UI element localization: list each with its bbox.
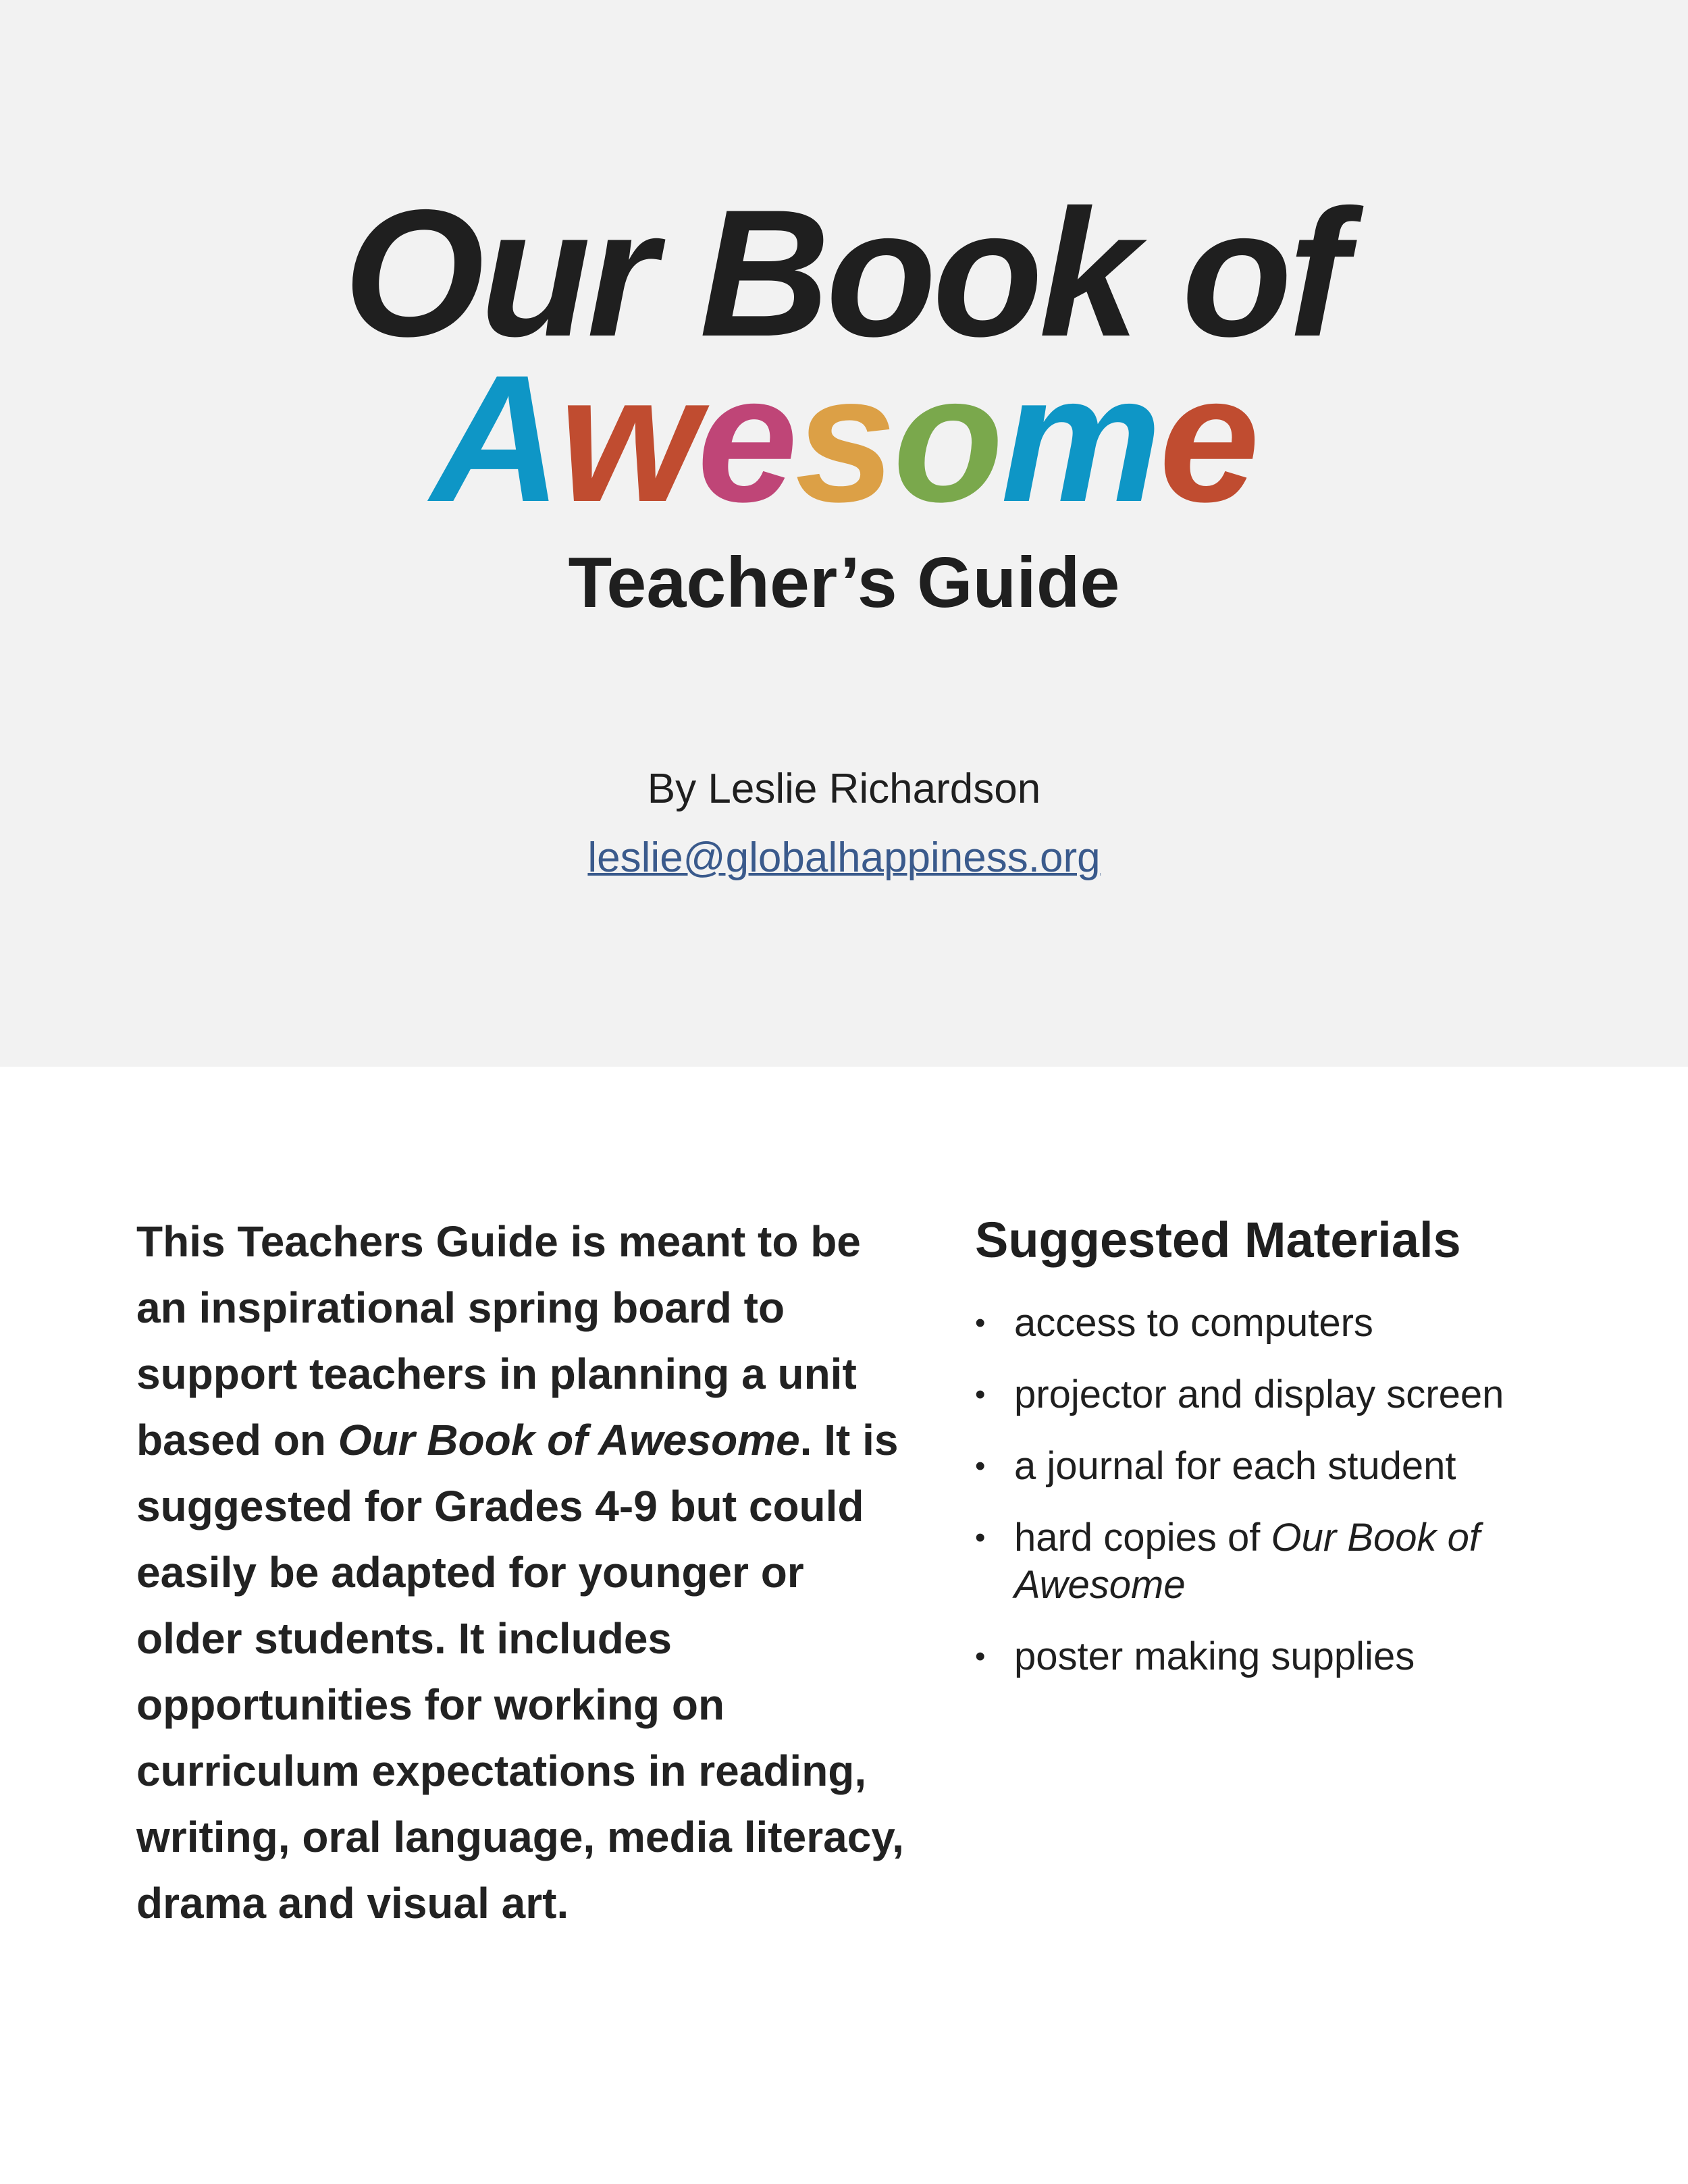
title-letter: m (1001, 337, 1159, 539)
list-item (975, 1633, 1583, 1680)
list-item (975, 1371, 1583, 1418)
author: By Leslie Richardson (647, 766, 1041, 812)
list-item (975, 1443, 1583, 1490)
materials-heading: Suggested Materials (975, 1212, 1461, 1268)
materials-list (975, 1300, 1583, 1705)
email-link[interactable]: leslie@globalhappiness.org (587, 834, 1101, 881)
intro-text-2: . It is suggested for Grades 4-9 but could easily be adapted for younger or older students. It includes opportunities for working on curriculum expectations in reading, writing, oral language, media literacy, drama and visual art. (136, 1416, 904, 1927)
item-text: hard copies of (1014, 1516, 1271, 1560)
list-item (975, 1514, 1583, 1609)
item-text: projector and display screen (1014, 1373, 1504, 1416)
item-book-title: Our Book of Awesome (1014, 1516, 1480, 1607)
intro-text-1: This Teachers Guide is meant to be an inspirational spring board to support teachers in planning a unit based on (136, 1217, 861, 1464)
title-letter: o (893, 337, 1001, 539)
title-letter: e (697, 337, 795, 539)
item-text: a journal for each student (1014, 1444, 1456, 1488)
email-line (0, 834, 1688, 881)
title-line-1: Our Book of (343, 171, 1345, 374)
title-letter: w (558, 337, 697, 539)
title-letter: s (795, 337, 893, 539)
title-awesome (0, 337, 1688, 539)
cover-header (0, 0, 1688, 1067)
intro-paragraph (136, 1208, 920, 1936)
subtitle: Teacher’s Guide (568, 543, 1120, 622)
title-letter: e (1159, 337, 1257, 539)
item-text: poster making supplies (1014, 1634, 1415, 1678)
intro-book-title: Our Book of Awesome (338, 1416, 800, 1464)
list-item (975, 1300, 1583, 1347)
title-letter: A (431, 337, 559, 539)
item-text: access to computers (1014, 1301, 1373, 1345)
